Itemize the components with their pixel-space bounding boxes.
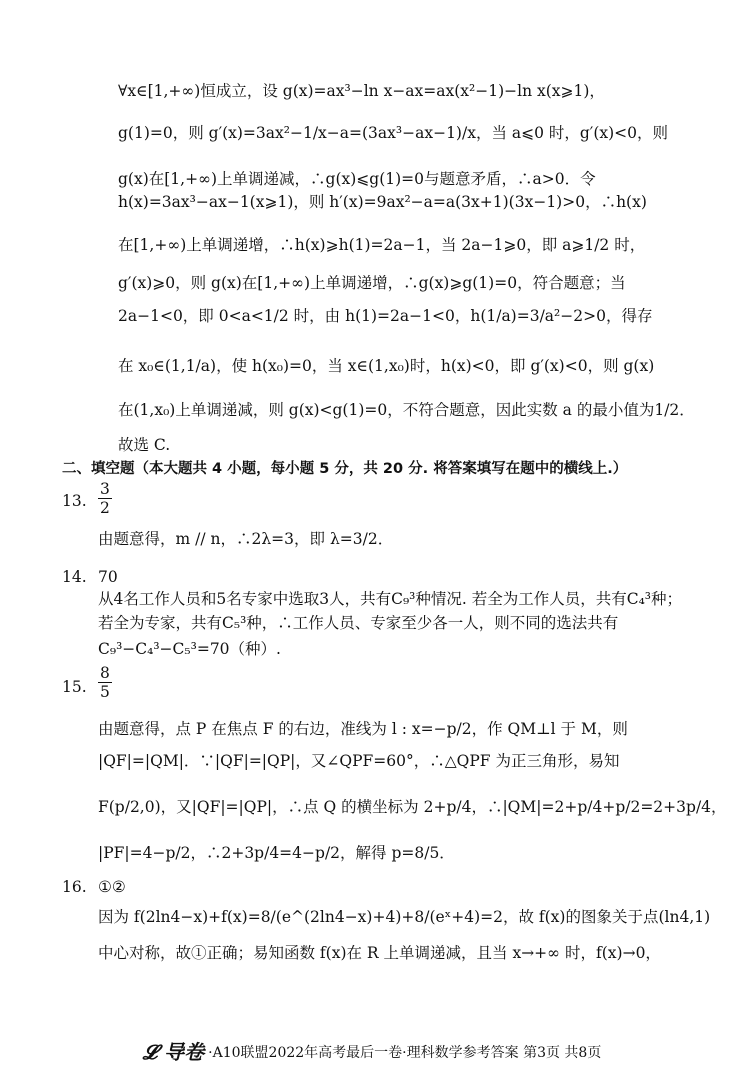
text-line: ∀x∈[1,+∞)恒成立，设 g(x)=ax³−ln x−ax=ax(x²−1)−ln x(x⩾1)， bbox=[118, 82, 605, 100]
numerator: 8 bbox=[100, 664, 110, 682]
fraction bbox=[98, 664, 112, 701]
fraction bbox=[98, 480, 112, 517]
solution-text: 中心对称，故①正确；易知函数 f(x)在 R 上单调递减，且当 x→+∞ 时，f(x)→0， bbox=[98, 944, 661, 962]
solution-text: 由题意得，点 P 在焦点 F 的右边，准线为 l : x=−p/2，作 QM⊥l 于 M，则 bbox=[98, 720, 628, 738]
brand-logo: 𝓛 导卷 bbox=[142, 1040, 205, 1064]
solution-text: 从4名工作人员和5名专家中选取3人，共有C₉³种情况. 若全为工作人员，共有C₄³种； bbox=[98, 590, 683, 608]
solution-text: |QF|=|QM|．∵|QF|=|QP|，又∠QPF=60°，∴△QPF 为正三角形，易知 bbox=[98, 752, 620, 770]
solution-text: 若全为专家，共有C₅³种，∴工作人员、专家至少各一人，则不同的选法共有 bbox=[98, 614, 619, 632]
page-footer bbox=[0, 1036, 744, 1065]
answer-fraction bbox=[98, 480, 112, 517]
solution-text: F(p/2,0)，又|QF|=|QP|，∴点 Q 的横坐标为 2+p/4，∴|QM|=2+p/4+p/2=2+3p/4， bbox=[98, 798, 727, 816]
text-line: 在[1,+∞)上单调递增，∴h(x)⩾h(1)=2a−1，当 2a−1⩾0，即 a⩾1/2 时， bbox=[118, 236, 646, 254]
text-line: 2a−1<0，即 0<a<1/2 时，由 h(1)=2a−1<0，h(1/a)=3/a²−2>0，得存 bbox=[118, 307, 653, 325]
answer-fraction bbox=[98, 664, 112, 701]
text-line: h(x)=3ax³−ax−1(x⩾1)，则 h′(x)=9ax²−a=a(3x+1)(3x−1)>0，∴h(x) bbox=[118, 193, 647, 211]
text-line: 在 x₀∈(1,1/a)，使 h(x₀)=0，当 x∈(1,x₀)时，h(x)<0，即 g′(x)<0，则 g(x) bbox=[118, 357, 655, 375]
text-line: g′(x)⩾0，则 g(x)在[1,+∞)上单调递增，∴g(x)⩾g(1)=0，符合题意；当 bbox=[118, 274, 626, 292]
question-number: 14. bbox=[62, 568, 87, 586]
text-line: 故选 C. bbox=[118, 436, 171, 454]
denominator: 5 bbox=[100, 683, 110, 701]
text-line: g(x)在[1,+∞)上单调递减，∴g(x)⩽g(1)=0与题意矛盾，∴a>0．令 bbox=[118, 170, 596, 188]
denominator: 2 bbox=[100, 499, 110, 517]
solution-text: |PF|=4−p/2，∴2+3p/4=4−p/2，解得 p=8/5． bbox=[98, 844, 455, 862]
text-line: 在(1,x₀)上单调递减，则 g(x)<g(1)=0，不符合题意，因此实数 a 的最小值为1/2． bbox=[118, 401, 695, 419]
solution-text: 由题意得，m // n，∴2λ=3，即 λ=3/2． bbox=[98, 530, 394, 548]
solution-text: C₉³−C₄³−C₅³=70（种）. bbox=[98, 640, 281, 658]
question-number: 13. bbox=[62, 492, 87, 510]
answer-value: ①② bbox=[98, 878, 126, 896]
numerator: 3 bbox=[100, 480, 110, 498]
text-line: g(1)=0，则 g′(x)=3ax²−1/x−a=(3ax³−ax−1)/x，当 a⩽0 时，g′(x)<0，则 bbox=[118, 124, 669, 142]
solution-text: 因为 f(2ln4−x)+f(x)=8/(e^(2ln4−x)+4)+8/(eˣ+4)=2，故 f(x)的图象关于点(ln4,1) bbox=[98, 908, 711, 926]
answer-value: 70 bbox=[98, 568, 118, 586]
question-number: 16. bbox=[62, 878, 87, 896]
footer-text: ·A10联盟2022年高考最后一卷·理科数学参考答案 第3页 共8页 bbox=[208, 1045, 602, 1061]
question-number: 15. bbox=[62, 678, 87, 696]
section-title: 二、填空题（本大题共 4 小题，每小题 5 分，共 20 分. 将答案填写在题中的横线上.） bbox=[62, 461, 628, 477]
